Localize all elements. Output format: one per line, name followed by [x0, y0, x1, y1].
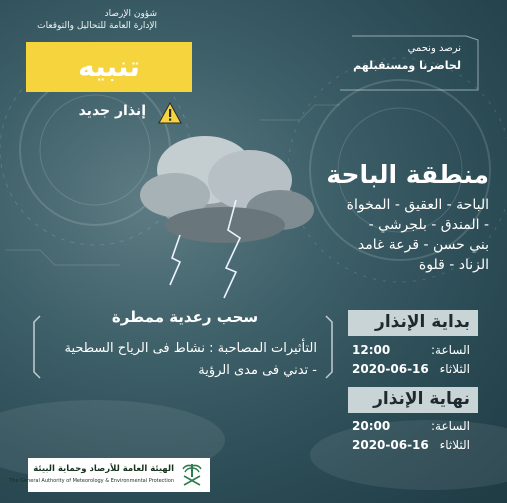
- alert-label-box: [26, 42, 192, 92]
- end-time-row: [340, 419, 474, 437]
- end-date-row: [340, 438, 474, 456]
- new-warning: [62, 102, 182, 122]
- start-time-value: 12:00: [352, 343, 391, 357]
- region-block: [326, 160, 489, 275]
- end-header: [348, 387, 478, 413]
- org-line1: شؤون الإرصاد: [104, 9, 157, 19]
- end-time-value: 20:00: [352, 419, 391, 433]
- start-day-label: الثلاثاء: [439, 362, 470, 376]
- alert-label: تنبيه: [78, 50, 140, 83]
- start-header-label: بداية الإنذار: [375, 312, 470, 332]
- region-line: الزناد - قلوة: [418, 257, 489, 273]
- footer-logo-bar: [9, 458, 210, 492]
- start-header: [348, 310, 478, 336]
- region-line: - المندق - بلجرشي -: [368, 217, 489, 233]
- slogan-line2: لحاضرنا ومستقبلهم: [353, 59, 461, 72]
- org-name: [7, 8, 157, 32]
- warning-triangle-icon: [158, 102, 182, 128]
- org-line2: الإدارة العامة للتحاليل والتوقعات: [37, 21, 157, 31]
- impact-line: - تدني فى مدى الرؤية: [198, 363, 317, 378]
- region-title: منطقة الباحة: [326, 160, 489, 189]
- phenomenon-bracket-right: [326, 316, 332, 378]
- start-time-label: الساعة:: [431, 343, 470, 357]
- phenomenon-block: [45, 308, 325, 382]
- footer-english-name: The General Authority of Meteorology & Environmental Protection: [9, 478, 174, 484]
- end-header-label: نهاية الإنذار: [373, 389, 470, 409]
- slogan-line1: نرصد ونحمي: [407, 43, 461, 54]
- impact-line: التأثيرات المصاحبة : نشاط فى الرياح السطحية: [64, 341, 317, 356]
- region-line: بني حسن - قرعة غامد: [357, 237, 489, 253]
- footer-arabic-name: الهيئة العامة للأرصاد وحماية البيئة: [33, 464, 174, 474]
- start-date-value: 2020-06-16: [352, 362, 429, 376]
- phenomenon-bracket-left: [34, 316, 40, 378]
- end-date-value: 2020-06-16: [352, 438, 429, 452]
- palm-swords-emblem-icon: [178, 461, 206, 493]
- start-date-row: [340, 362, 474, 380]
- start-time-row: [340, 343, 474, 361]
- end-time-label: الساعة:: [431, 419, 470, 433]
- storm-cloud: [140, 136, 314, 243]
- phenomenon-title: سحب رعدية ممطرة: [111, 308, 259, 326]
- region-line: الباحة - العقيق - المخواة: [346, 197, 489, 213]
- new-warning-text: إنذار جديد: [78, 103, 146, 119]
- slogan: [347, 38, 471, 82]
- end-day-label: الثلاثاء: [439, 438, 470, 452]
